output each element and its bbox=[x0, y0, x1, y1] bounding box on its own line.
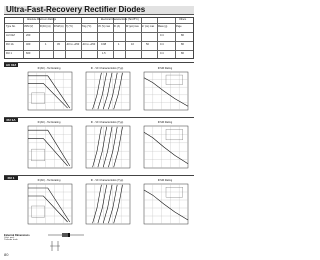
table-cell: 80 bbox=[181, 34, 184, 37]
table-col-rule bbox=[175, 18, 176, 58]
panel-title: IF(AV) - Ta Derating bbox=[37, 120, 61, 124]
section-tab-ru1: RU 1 bbox=[4, 176, 18, 180]
table-cell: 1.5 bbox=[102, 52, 106, 55]
inset-box bbox=[166, 75, 183, 85]
table-cell: 0.4 bbox=[160, 43, 164, 46]
table-cell: 0.4 bbox=[160, 34, 164, 37]
external-dimensions-caption: External Dimensions bbox=[4, 234, 30, 237]
derating-panel bbox=[24, 120, 74, 172]
column-header: IR (µA) max bbox=[126, 25, 139, 28]
table-col-rule bbox=[23, 18, 24, 58]
iv-curve bbox=[98, 73, 107, 109]
table-cell: 600 bbox=[26, 52, 31, 55]
inset-box bbox=[166, 129, 183, 140]
table-cell: 0.98 bbox=[101, 43, 107, 46]
graph-frame bbox=[28, 72, 72, 110]
panel-title: IF(AV) - Ta Derating bbox=[37, 66, 61, 70]
table-cell: 1 bbox=[45, 43, 47, 46]
table-rule bbox=[5, 23, 193, 24]
table-col-rule bbox=[97, 18, 98, 58]
table-col-rule bbox=[65, 18, 66, 58]
graph-frame bbox=[86, 126, 130, 168]
iv-graph bbox=[82, 124, 132, 172]
panel-title: IF - VF Characteristics (Typ) bbox=[90, 178, 124, 182]
iv-curve bbox=[98, 127, 107, 167]
group-header: Absolute Maximum Ratings bbox=[27, 18, 57, 21]
table-col-rule bbox=[157, 18, 158, 58]
inset-box bbox=[166, 187, 183, 197]
column-header: trr (ns) max bbox=[142, 25, 155, 28]
column-header: IF (A) bbox=[114, 25, 120, 28]
iv-curve bbox=[108, 185, 117, 223]
table-cell: RU 1 bbox=[6, 52, 12, 55]
table-cell: RU 1A bbox=[6, 43, 14, 46]
column-header: Mass (g) bbox=[158, 25, 168, 28]
unit-note: (Unit: mm) bbox=[4, 237, 15, 239]
cathode-band bbox=[68, 233, 70, 237]
column-header: IFSM (A) bbox=[54, 25, 64, 28]
page-number: 80 bbox=[4, 252, 9, 257]
group-header: Others bbox=[179, 18, 187, 21]
column-header: Tj (°C) bbox=[66, 25, 73, 28]
surge-panel bbox=[140, 66, 190, 114]
column-header: IF(AV) (A) bbox=[40, 25, 51, 28]
ratings-table bbox=[4, 17, 194, 59]
derating-curve bbox=[28, 76, 70, 108]
graph-frame bbox=[86, 72, 130, 110]
table-col-rule bbox=[113, 18, 114, 58]
surge-panel bbox=[140, 120, 190, 172]
panel-title: IF - VF Characteristics (Typ) bbox=[90, 66, 124, 70]
derating-panel bbox=[24, 178, 74, 228]
iv-curve bbox=[103, 127, 112, 167]
panel-title: IF - VF Characteristics (Typ) bbox=[90, 120, 124, 124]
panel-title: IFSM Rating bbox=[157, 66, 173, 70]
column-header: VF (V) max bbox=[98, 25, 111, 28]
external-dimensions bbox=[4, 234, 44, 250]
iv-curve bbox=[93, 73, 102, 109]
iv-curve bbox=[103, 185, 112, 223]
graph-frame bbox=[28, 126, 72, 168]
table-col-rule bbox=[141, 18, 142, 58]
iv-panel bbox=[82, 120, 132, 172]
panel-title: IFSM Rating bbox=[157, 120, 173, 124]
section-tab-au01z: AU 01Z bbox=[5, 63, 17, 67]
surge-panel bbox=[140, 178, 190, 228]
iv-curve bbox=[103, 73, 112, 109]
lead-note: Cathode mark bbox=[4, 239, 18, 241]
derating-graph bbox=[24, 182, 74, 228]
table-col-rule bbox=[39, 18, 40, 58]
group-header: Electrical Characteristics (Ta=25°C) bbox=[101, 18, 139, 21]
iv-curve bbox=[93, 185, 102, 223]
derating-curve bbox=[28, 130, 70, 166]
iv-panel bbox=[82, 66, 132, 114]
table-col-rule bbox=[81, 18, 82, 58]
inset-box bbox=[32, 93, 45, 104]
table-cell: 400 bbox=[26, 43, 31, 46]
table-rule bbox=[5, 32, 193, 33]
derating-curve bbox=[28, 188, 70, 222]
derating-graph bbox=[24, 124, 74, 172]
table-cell: -40 to +150 bbox=[82, 43, 96, 46]
iv-curve bbox=[93, 127, 102, 167]
table-cell: 200 bbox=[26, 34, 31, 37]
table-cell: -40 to +150 bbox=[66, 43, 80, 46]
iv-graph bbox=[82, 182, 132, 228]
table-cell: AU 01Z bbox=[6, 34, 15, 37]
iv-curve bbox=[98, 185, 107, 223]
table-cell: 45 bbox=[57, 43, 60, 46]
table-cell: 80 bbox=[181, 43, 184, 46]
table-rule bbox=[5, 50, 193, 51]
package-drawing bbox=[46, 231, 86, 253]
page-title-bar bbox=[4, 6, 194, 15]
page-title: Ultra-Fast-Recovery Rectifier Diodes bbox=[6, 5, 146, 14]
iv-curve bbox=[108, 73, 117, 109]
panel-title: IF(AV) - Ta Derating bbox=[37, 178, 61, 182]
surge-graph bbox=[140, 70, 190, 114]
iv-curve bbox=[108, 127, 117, 167]
table-rule bbox=[5, 41, 193, 42]
surge-graph bbox=[140, 124, 190, 172]
column-header: Type No. bbox=[6, 25, 16, 28]
panel-title: IFSM Rating bbox=[157, 178, 173, 182]
table-cell: 0.4 bbox=[160, 52, 164, 55]
section-rule bbox=[4, 62, 194, 63]
table-cell: 50 bbox=[146, 43, 149, 46]
column-header: Page bbox=[176, 25, 182, 28]
column-header: Tstg (°C) bbox=[82, 25, 92, 28]
graph-frame bbox=[86, 184, 130, 224]
column-header: VRM (V) bbox=[24, 25, 34, 28]
section-rule bbox=[4, 175, 194, 176]
section-tab-ru1a: RU 1A bbox=[4, 118, 18, 122]
inset-box bbox=[32, 206, 45, 217]
inset-box bbox=[32, 149, 45, 161]
derating-graph bbox=[24, 70, 74, 114]
iv-graph bbox=[82, 70, 132, 114]
graph-frame bbox=[28, 184, 72, 224]
derating-panel bbox=[24, 66, 74, 114]
table-col-rule bbox=[125, 18, 126, 58]
section-rule bbox=[4, 117, 194, 118]
table-cell: 1 bbox=[118, 43, 120, 46]
table-cell: 10 bbox=[131, 43, 134, 46]
iv-panel bbox=[82, 178, 132, 228]
table-cell: 80 bbox=[181, 52, 184, 55]
table-col-rule bbox=[53, 18, 54, 58]
surge-graph bbox=[140, 182, 190, 228]
